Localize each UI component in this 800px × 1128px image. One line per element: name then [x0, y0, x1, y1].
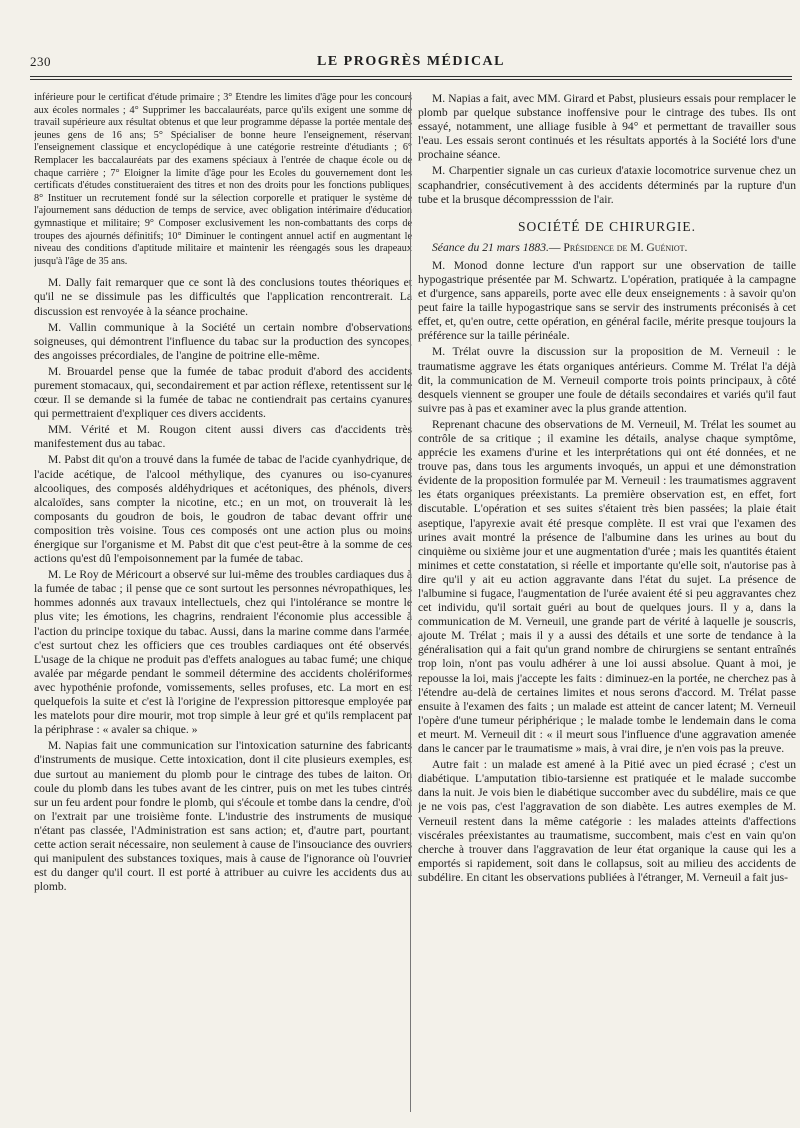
paragraph-le-roy-de-mericourt: M. Le Roy de Méricourt a observé sur lui-même des troubles cardiaques dus à la fumée de tabac ; il pense que ce sont surtout les personnes névropathiques, les hommes adonnés aux travaux intellectuels, chez qui l'intolérance se montre le plus vite; les émotions, les chagrins, rendraient l'économie plus accessible à l'action du principe toxique du tabac. Aussi, dans la marine comme dans l'armée, c'est surtout chez les officiers que ces troubles cardiaques ont été observés. L'usage de la chique ne produit pas d'effets analogues au tabac fumé; une chique avalée par mégarde pendant le sommeil détermine des accidents cholériformes avec hypothénie profonde, vomissements, selles profuses, etc. La mort en est quelquefois la suite et c'est là l'origine de l'expression pittoresque employée par les matelots pour dire mourir, mot trop simple à leur gré et qu'ils remplacent par la périphrase : « avaler sa chique. » [34, 568, 412, 737]
paragraph-pabst: M. Pabst dit qu'on a trouvé dans la fumée de tabac de l'acide cyanhydrique, de l'acide acétique, de l'alcool méthylique, des cyanures ou iso-cyanures alcooliques, des composés aldéhydriques et acétoniques, des phénols, divers alcaloïdes, sans compter la nicotine, etc.; en un mot, on trouverait là les composants du goudron de bois, le goudron de tabac devant offrir une composition très voisine. Tous ces composés ont une action plus ou moins énergique sur l'organisme et M. Pabst dit que c'est peut-être à la somme de ces actions qu'est dû l'empoisonnement par la fumée de tabac. [34, 453, 412, 566]
session-presidency: — Présidence de M. Guéniot. [548, 240, 688, 254]
paragraph-charpentier: M. Charpentier signale un cas curieux d'ataxie locomotrice survenue chez un scaphandrier, consécutivement à des accidents déterminés par la rupture d'un tube et la brusque décompresssion de l'air. [418, 164, 796, 206]
paragraph-napias-continued: M. Napias a fait, avec MM. Girard et Pabst, plusieurs essais pour remplacer le plomb par quelque substance inoffensive pour le cintrage des tubes. Ils ont essayé, notamment, une alliage fusible à 94° et permettant de travailler sous l'eau. Les essais seront continués et les résultats apportés à la Société lors d'une prochaine séance. [418, 92, 796, 162]
header-rule-bottom [30, 79, 792, 80]
paragraph-dally: M. Dally fait remarquer que ce sont là des conclusions toutes théoriques et qu'il ne se dissimule pas les difficultés que l'application rencontrerait. La discussion est renvoyée à la séance prochaine. [34, 276, 412, 318]
journal-title: LE PROGRÈS MÉDICAL [316, 54, 506, 69]
paragraph-napias: M. Napias fait une communication sur l'intoxication saturnine des fabricants d'instruments de musique. Cette intoxication, dont il cite plusieurs exemples, est due surtout au maniement du plomb pour le cintrage des tubes de laiton. On coule du plomb dans les tubes avant de les cintrer, puis on met les tubes cintrés sur un feu ardent pour fondre le plomb, qui s'écoule et tombe dans la cendre, d'où on l'extrait par une troisième fonte. L'industrie des instruments de musique n'étant pas classée, l'Administration est sans action; et, d'autre part, pourtant, cette action serait nécessaire, non seulement à cause de l'insouciance des ouvriers qui manipulent des substances toxiques, mais à cause de l'ignorance où l'ouvrier est du danger qu'il court. Il est porté à attribuer au cuivre les accidents dus au plomb. [34, 739, 412, 894]
left-column [34, 92, 412, 894]
header-rule-top [30, 76, 792, 77]
resolutions-list [34, 92, 412, 268]
section-title: SOCIÉTÉ DE CHIRURGIE. [517, 218, 697, 234]
resolutions-text: inférieure pour le certificat d'étude primaire ; 3° Étendre les limites d'âge pour les concours aux écoles normales ; 4° Supprimer les baccalauréats, parce qu'ils exigent une somme de travail supérieure aux résultat obtenus et que leur programme dépasse la portée mentale des jeunes gens de 16 ans; 5° Spécialiser de bonne heure l'enseignement, réservant l'enseignement classique et encyclopédique à une catégorie restreinte d'étudiants ; 6° Remplacer les baccalauréats par des examens spéciaux à l'entrée de chaque école ou de chaque carrière ; 7° Eloigner la limite d'âge pour les Ecoles du gouvernement dont les certificats d'études constitueraient des titres et non des droits pour les fonctions publiques; 8° Instituer un recrutement fondé sur la sélection corporelle et pratiquer le système de l'ajournement sans déduction de temps de service, avec obligation intérimaire d'éducation gymnastique et militaire; 9° Composer exclusivement les non-combattants des corps de troupes des ajournés définitifs; 10° Diminuer le contingent annuel actif en augmentant le niveau des conditions d'aptitude militaire et maintenir les réengagés sous les drapeaux jusqu'à l'âge de 35 ans. [34, 92, 412, 267]
right-column [418, 92, 796, 885]
paragraph-trelat-critique: Reprenant chacune des observations de M. Verneuil, M. Trélat les soumet au contrôle de sa critique ; il examine les détails, analyse chaque symptôme, apprécie les examens d'urine et les interprétations qui ont été données, et ne trouve pas, dans tous les arguments invoqués, un appui et une démonstration évidente de la proposition formulée par M. Verneuil : les traumatismes aggravent les états organiques préexistants. La première observation est, en effet, fort discutable. L'opération et ses suites s'étaient très bien passées; la plaie était aseptique, l'apyrexie avait été presque complète. Il est vrai que l'examen des urines avait montré la présence de l'albumine dans les urines au bout du cinquième ou sixième jour et une augmentation d'urée ; mais les quantités étaient minimes et cette constatation, si réelle et importante qu'elle soit, n'autorise pas à dire qu'il y ait eu action aggravante dans l'état du sujet. La présence de l'albumine si fugace, l'augmentation de l'urée avaient été si peu aggravantes chez cet individu, qu'il sortait guéri au bout de quelques jours. Il y a, dans la communication de M. Verneuil, une grande part de vérité à laquelle je souscris, ajoute M. Trélat ; mais il y a aussi des détails et une sorte de tendance à la généralisation qui a fait qu'un grand nombre de chirurgiens se sentant entraînés trop loin, n'ont pas voulu adhérer à une loi aussi absolue. Quant à moi, je repousse la loi, mais j'accepte les faits : diminuez-en la portée, ne cherchez pas à l'étendre au-delà de certaines limites et nous serons d'accord. M. Trélat passe ensuite à l'examen des faits ; un malade est atteint de cancer latent; M. Verneuil l'opère d'une tumeur périphérique ; le malade tombe le lendemain dans le coma et meurt. M. Verneuil dit : « il meurt sous l'influence d'une aggravation amenée dans le cancer par le traumatisme » mais, à vrai dire, je n'en vois pas la preuve. [418, 417, 796, 756]
paragraph-trelat-discussion: M. Trélat ouvre la discussion sur la proposition de M. Verneuil : le traumatisme aggrave les états organiques antérieurs. Comme M. Trélat l'a déjà dit, la communication de M. Verneuil comporte trois points principaux, à côté desquels viennent se grouper une foule de détails secondaires et variés qu'il faut suivre pas à pas et examiner avec la plus grande attention. [418, 345, 796, 415]
paragraph-verite-rougon: MM. Vérité et M. Rougon citent aussi divers cas d'accidents très manifestement dus au tabac. [34, 423, 412, 451]
paragraph-monod: M. Monod donne lecture d'un rapport sur une observation de taille hypogastrique présentée par M. Schwartz. L'opération, pratiquée à la campagne et d'urgence, sans appareils, porte avec elle deux enseignements : à savoir qu'on peut faire la taille hypogastrique sans se servir des instruments préconisés à cet effet, et, qu'en outre, cette opération, en général facile, mérite presque toujours la préférence sur la taille périnéale. [418, 258, 796, 343]
session-heading [418, 241, 796, 255]
column-divider [410, 92, 411, 1112]
paragraph-vallin: M. Vallin communique à la Société un certain nombre d'observations soigneuses, qui démontrent l'influence du tabac sur la production des syncopes, des angoisses précordiales, de l'angine de poitrine elle-même. [34, 320, 412, 362]
session-date: Séance du 21 mars 1883. [432, 240, 549, 254]
paragraph-autre-fait: Autre fait : un malade est amené à la Pitié avec un pied écrasé ; c'est un diabétique. L'amputation tibio-tarsienne est pratiquée et le malade succombe dans la nuit. Je vois bien le diabétique succomber avec du subdélire, mais ce que je ne vois pas, c'est l'aggravation de son diabète. Les autres exemples de M. Verneuil restent dans la même catégorie : les malades atteints d'affections viscérales préexistantes au traumatisme, succombent, mais c'est en vain qu'on cherche à trouver dans l'aggravation de leur état organique la cause qui les a emportés si rapidement, soit dans le collapsus, soit au milieu des accidents de subdélire. En citant les observations publiées à l'étranger, M. Verneuil a fait jus- [418, 758, 796, 884]
page-number: 230 [30, 54, 51, 69]
paragraph-brouardel: M. Brouardel pense que la fumée de tabac produit d'abord des accidents purement stomacaux, qui, secondairement et par action réflexe, retentissent sur le cœur. Il se demande si la fumée de tabac ne contiendrait pas certains cyanures qui permettraient d'expliquer ces divers accidents. [34, 364, 412, 421]
page-header [30, 54, 792, 76]
